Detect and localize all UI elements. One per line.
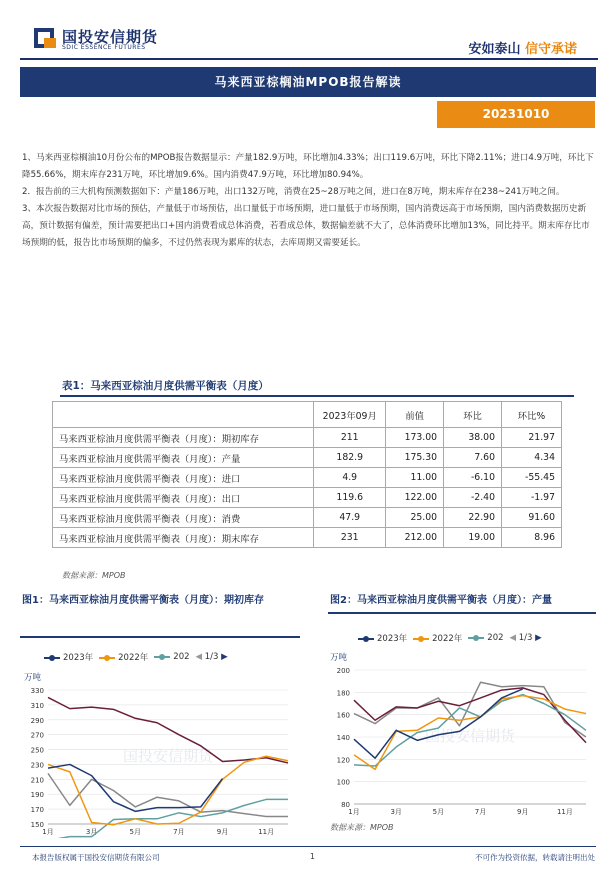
table-header-cell: 前值 [386, 402, 444, 428]
table-cell-current: 182.9 [314, 448, 386, 468]
company-logo-icon [34, 28, 56, 48]
x-tick-label: 7月 [173, 828, 185, 836]
table-header-cell: 2023年09月 [314, 402, 386, 428]
slogan-accent: 信守承诺 [524, 42, 577, 57]
legend-item[interactable] [99, 651, 148, 663]
paragraph-1: 1、马来西亚棕榈油10月份公布的MPOB报告数据显示：产量182.9万吨，环比增加4.33%；出口119.6万吨，环比下降2.11%；进口4.9万吨，环比下降55.66%，期末库存231万吨，环比增加9.6%。国内消费47.9万吨，环比增加80.94%。 [22, 153, 594, 180]
table-cell-mom: -2.40 [444, 488, 502, 508]
chart1-title: 图1：马来西亚棕油月度供需平衡表（月度）：期初库存 [22, 595, 264, 606]
y-tick-label: 310 [30, 701, 44, 710]
table-cell-mom: -6.10 [444, 468, 502, 488]
legend-item[interactable] [358, 632, 407, 644]
x-tick-label: 9月 [216, 828, 229, 836]
table-cell-mom: 19.00 [444, 528, 502, 548]
table-cell-previous: 173.00 [386, 428, 444, 448]
y-tick-label: 270 [30, 731, 44, 740]
x-tick-label: 1月 [348, 808, 360, 816]
y-tick-label: 170 [30, 806, 44, 815]
table-cell-current: 119.6 [314, 488, 386, 508]
y-tick-label: 210 [30, 776, 44, 785]
table-cell-label: 马来西亚棕油月度供需平衡表（月度）：消费 [53, 508, 314, 528]
x-tick-label: 5月 [432, 808, 445, 816]
y-tick-label: 100 [336, 778, 350, 787]
slogan-main: 安如泰山 [468, 42, 521, 57]
watermark-text: 国投安信期货 [424, 727, 516, 745]
x-tick-label: 7月 [474, 808, 487, 816]
legend-label: 2022年 [432, 634, 463, 644]
table-cell-mom: 7.60 [444, 448, 502, 468]
legend-page-count: 1/3 [518, 633, 533, 643]
slogan [468, 38, 577, 57]
x-tick-label: 11月 [556, 808, 573, 816]
table-cell-previous: 175.30 [386, 448, 444, 468]
chart2-plot [326, 648, 598, 818]
table-row [53, 448, 562, 468]
x-tick-label: 1月 [42, 828, 54, 836]
legend-next-icon[interactable]: ▶ [221, 652, 228, 662]
table-cell-mom-pct: 21.97 [502, 428, 562, 448]
logo-text: 国投安信期货 [62, 28, 159, 46]
table-cell-current: 211 [314, 428, 386, 448]
chart1-plot [20, 668, 300, 838]
chart1-title-divider [20, 636, 300, 638]
legend-label: 2023年 [63, 653, 94, 663]
table-row [53, 508, 562, 528]
legend-label: 202 [487, 633, 504, 643]
legend-prev-icon[interactable]: ◀ [509, 633, 517, 643]
table-row [53, 428, 562, 448]
series-line [354, 689, 523, 758]
table-row [53, 468, 562, 488]
x-tick-label: 3月 [85, 828, 98, 836]
table-cell-previous: 11.00 [386, 468, 444, 488]
chart-source: 数据来源：MPOB [330, 823, 394, 832]
table-row [53, 488, 562, 508]
x-tick-label: 9月 [516, 808, 529, 816]
y-tick-label: 120 [336, 756, 350, 765]
y-tick-label: 80 [341, 801, 350, 809]
table-cell-current: 47.9 [314, 508, 386, 528]
table-cell-current: 231 [314, 528, 386, 548]
y-tick-label: 230 [30, 761, 44, 770]
table-cell-mom-pct: -55.45 [502, 468, 562, 488]
supply-demand-table [52, 401, 562, 548]
chart2-title: 图2：马来西亚棕油月度供需平衡表（月度）：产量 [330, 595, 552, 606]
y-tick-label: 250 [30, 746, 44, 755]
legend-item[interactable] [44, 651, 93, 663]
table-source: 数据来源：MPOB [62, 571, 126, 580]
table-cell-mom: 38.00 [444, 428, 502, 448]
watermark-text: 国投安信期货 [122, 747, 214, 765]
y-tick-label: 330 [30, 687, 44, 695]
table-cell-previous: 212.00 [386, 528, 444, 548]
table-cell-previous: 122.00 [386, 488, 444, 508]
header-divider [20, 58, 598, 60]
legend-pager [510, 633, 542, 643]
table-cell-mom-pct: 91.60 [502, 508, 562, 528]
chart2-title-divider [328, 612, 596, 614]
table-row [53, 528, 562, 548]
legend-item[interactable] [468, 633, 503, 643]
y-tick-label: 290 [30, 716, 44, 725]
series-line [48, 764, 223, 811]
legend-next-icon[interactable]: ▶ [535, 633, 542, 643]
table-cell-mom-pct: 4.34 [502, 448, 562, 468]
legend-prev-icon[interactable]: ◀ [195, 652, 203, 662]
y-tick-label: 160 [336, 711, 350, 720]
table-cell-mom-pct: 8.96 [502, 528, 562, 548]
chart1-legend [44, 651, 228, 663]
x-tick-label: 5月 [129, 828, 142, 836]
table-cell-label: 马来西亚棕油月度供需平衡表（月度）：产量 [53, 448, 314, 468]
table-header-cell: 环比 [444, 402, 502, 428]
logo-english-text: SDIC ESSENCE FUTURES [62, 44, 146, 51]
table-cell-mom-pct: -1.97 [502, 488, 562, 508]
footer-copyright: 本报告版权属于国投安信期货有限公司 [32, 853, 160, 862]
y-tick-label: 200 [336, 667, 350, 675]
paragraph-2: 2．报告前的三大机构预测数据如下：产量186万吨，出口132万吨，消费在25~28万吨之间，进口在8万吨，期末库存在238~241万吨之间。 [22, 187, 565, 197]
legend-label: 202 [173, 652, 190, 662]
series-line [48, 773, 288, 816]
report-title: 马来西亚棕榈油MPOB报告解读 [20, 67, 596, 97]
legend-label: 2023年 [377, 634, 408, 644]
legend-pager [196, 652, 228, 662]
legend-page-count: 1/3 [204, 652, 219, 662]
y-axis-label: 万吨 [330, 653, 348, 663]
y-tick-label: 140 [336, 734, 350, 742]
table-cell-label: 马来西亚棕油月度供需平衡表（月度）：进口 [53, 468, 314, 488]
report-date: 20231010 [437, 101, 595, 128]
y-tick-label: 150 [30, 821, 44, 829]
x-tick-label: 11月 [258, 828, 275, 836]
table-title-divider [60, 395, 574, 397]
y-axis-label: 万吨 [24, 673, 42, 683]
paragraph-3: 3、本次报告数据对比市场的预估，产量低于市场预估，出口量低于市场预期，进口量低于市场预期，国内消费远高于市场预期，国内消费数据历史新高，预计数据有偏差，预计需要把出口+国内消费看成总体消费，若看成总体，数据偏差就不大了，总体消费环比增加13%，同比持平。期末库存比市场预期的低，报告比市场预期的偏多，不过仍然表现为累库的状态，去库周期又需要延长。 [22, 204, 590, 248]
legend-item[interactable] [413, 632, 462, 644]
legend-item[interactable] [154, 652, 189, 662]
legend-label: 2022年 [118, 653, 149, 663]
page-number: 1 [310, 852, 315, 861]
table-header-row [53, 402, 562, 428]
table-cell-label: 马来西亚棕油月度供需平衡表（月度）：出口 [53, 488, 314, 508]
y-tick-label: 190 [30, 791, 44, 800]
table-cell-label: 马来西亚棕油月度供需平衡表（月度）：期初库存 [53, 428, 314, 448]
y-tick-label: 180 [336, 689, 350, 698]
table-title: 表1：马来西亚棕油月度供需平衡表（月度） [62, 380, 269, 392]
table-cell-previous: 25.00 [386, 508, 444, 528]
x-tick-label: 3月 [390, 808, 402, 816]
footer-disclaimer: 不可作为投资依据，转载请注明出处 [475, 853, 595, 862]
table-cell-current: 4.9 [314, 468, 386, 488]
table-header-cell: 环比% [502, 402, 562, 428]
table-cell-mom: 22.90 [444, 508, 502, 528]
chart2-legend [358, 632, 542, 644]
footer-divider [20, 846, 596, 847]
table-header-cell [53, 402, 314, 428]
report-body [22, 150, 594, 252]
table-cell-label: 马来西亚棕油月度供需平衡表（月度）：期末库存 [53, 528, 314, 548]
